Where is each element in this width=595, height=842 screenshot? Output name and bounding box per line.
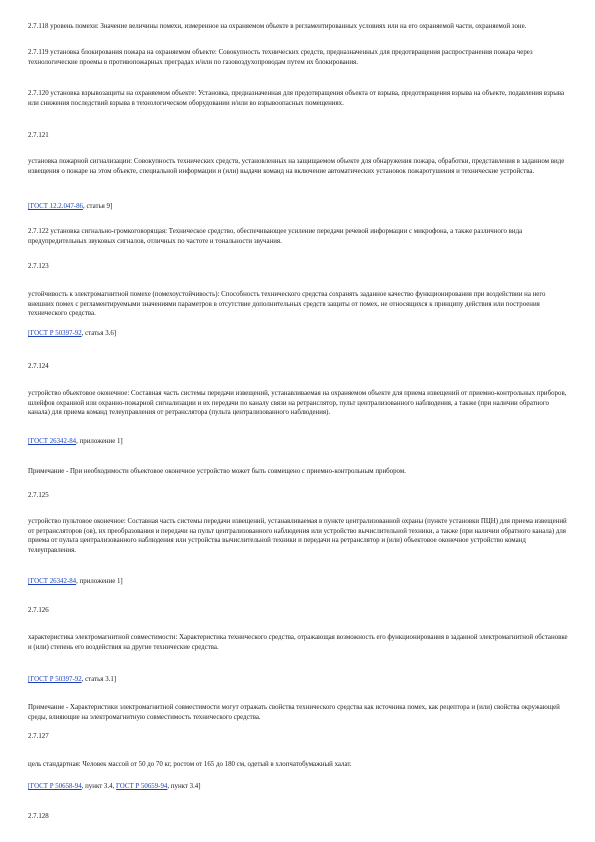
source-reference: [ГОСТ Р 50397-92, статья 3.6] [28, 330, 117, 337]
gost-link[interactable]: [ГОСТ Р 50397-92 [28, 330, 82, 337]
gost-link[interactable]: [ГОСТ 26342-84 [28, 578, 77, 585]
term-definition: установка пожарной сигнализации: Совокупность технических средств, установленных на защищаемом объекте для обнаружения пожара, обработки, представления в заданном виде извещения о пожаре на этом объекте, специальной информации и (или) выдачи команд на включение автоматических установок пожаротушения и технические устройства. [28, 158, 565, 175]
term-number: 2.7.127 [28, 733, 49, 740]
gost-link[interactable]: [ГОСТ 26342-84 [28, 438, 77, 445]
term-2-7-122: 2.7.122 установка сигнально-громкоговорящая: Техническое средство, обеспечивающее усиление передачи речевой информации с микрофона, а также различного вида предупредительных звуковых сигналов, отличных по частоте и тональности звучания. [28, 228, 523, 245]
term-definition: устройство пультовое оконечное: Составная часть системы передачи извещений, устанавливаемая в пункте централизованной охраны (пункте установки ПЦН) для приема извещений от ретрансляторов (ов), их преобразования и передачи на пульт централизованного наблюдения или устройство вычислительной техники, а также (при наличии обратного канала) для приема от пульта централизованного наблюдения или устройства вычислительной техники и передачи на ретранслятор и (или) объектовое оконечное устройство команд телеуправления. [28, 518, 567, 554]
term-number: 2.7.128 [28, 813, 49, 820]
gost-link[interactable]: ГОСТ Р 50659-94 [116, 783, 168, 790]
term-definition: характеристика электромагнитной совместимости: Характеристика технического средства, отражающая возможность его функционирования в заданной электромагнитной обстановке и (или) степень его воздействия на другие технические средства. [28, 634, 568, 651]
source-reference: [ГОСТ 26342-84, приложение 1] [28, 578, 123, 585]
note: Примечание - Характеристики электромагнитной совместимости могут отражать свойства технического средства как источника помех, как рецептора и (или) свойства окружающей среды, влияющие на электромагнитную совместимость технического средства. [28, 704, 560, 721]
term-2-7-118: 2.7.118 уровень помехи: Значение величины помехи, измеренное на охраняемом объекте в регламентированных условиях или на его охраняемой части, охраняемой зоне. [28, 23, 527, 30]
source-reference: [ГОСТ Р 50397-92, статья 3.1] [28, 676, 117, 683]
term-2-7-120: 2.7.120 установка взрывозащиты на охраняемом объекте: Установка, предназначенная для предотвращения объекта от взрыва, предотвращения взрыва на объекте, подавления взрыва или снижения последствий взрыва в технологическом оборудовании и/или во взрывоопасных помещениях. [28, 90, 565, 107]
term-definition: устройство объектовое оконечное: Составная часть системы передачи извещений, устанавливаемая на охраняемом объекте для приема извещений от приемно-контрольных приборов, шлейфов охранной или охранно-пожарной сигнализации и их передачи по каналу связи на ретранслятор, пульт централизованного наблюдения, а также (при наличии обратного канала) для приема команд телеуправления от ретранслятора (пульта централизованного наблюдения). [28, 390, 567, 417]
source-reference: [ГОСТ 26342-84, приложение 1] [28, 438, 123, 445]
note: Примечание - При необходимости объектовое оконечное устройство может быть совмещено с приемно-контрольным прибором. [28, 468, 406, 475]
source-reference: [ГОСТ Р 50658-94, пункт 3.4, ГОСТ Р 50659-94, пункт 3.4] [28, 783, 201, 790]
term-number: 2.7.121 [28, 132, 49, 139]
term-definition: устойчивость к электромагнитной помехе (помехоустойчивость): Способность технического средства сохранять заданное качество функционирования при воздействии на него внешних помех с регламентируемыми значениями параметров в отсутствие дополнительных средств защиты от помех, не относящихся к принципу действия или построения технического средства. [28, 291, 546, 318]
term-definition: цель стандартная: Человек массой от 50 до 70 кг, ростом от 165 до 180 см, одетый в хлопчатобумажный халат. [28, 761, 352, 768]
gost-link[interactable]: [ГОСТ Р 50397-92 [28, 676, 82, 683]
source-reference: [ГОСТ 12.2.047-86, статья 9] [28, 203, 113, 210]
term-number: 2.7.124 [28, 363, 49, 370]
gost-link[interactable]: [ГОСТ Р 50658-94 [28, 783, 82, 790]
gost-link[interactable]: [ГОСТ 12.2.047-86 [28, 203, 83, 210]
term-number: 2.7.125 [28, 492, 49, 499]
term-number: 2.7.126 [28, 607, 49, 614]
term-number: 2.7.123 [28, 263, 49, 270]
term-2-7-119: 2.7.119 установка блокирования пожара на охраняемом объекте: Совокупность технических средств, предназначенных для предотвращения распространения пожара через технологические проемы в противопожарных преградах и/или по газовоздухопроводам путем их блокирования. [28, 49, 533, 66]
